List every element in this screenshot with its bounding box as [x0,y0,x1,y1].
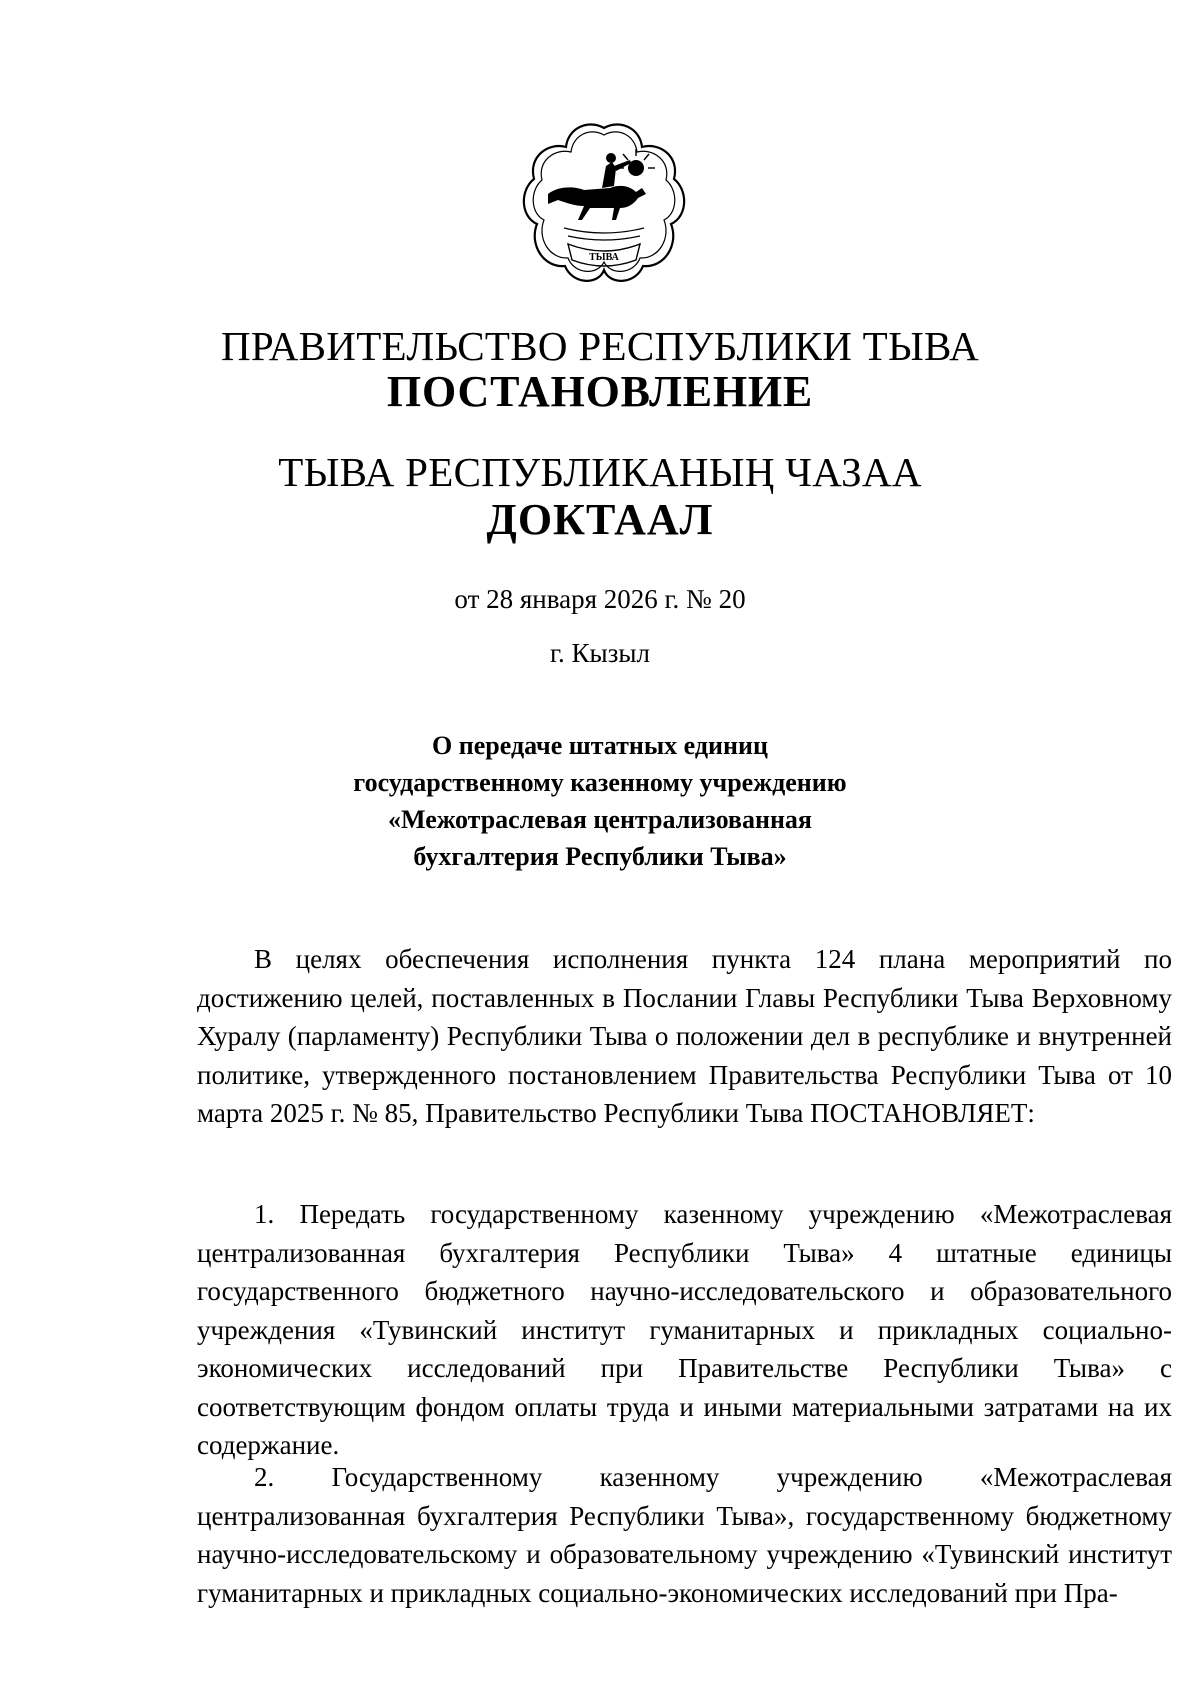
title-line: государственному казенному учреждению [353,768,847,797]
item-1-text: 1. Передать государственному казенному учреждению «Межотраслевая централизованная бухгалтерия Республики Тыва» 4 штатные единицы государственного бюджетного научно-исследовательского и образовательного учреждения «Тувинский институт гуманитарных и прикладных социально-экономических исследований при Правительстве Республики Тыва» с соответствующим фондом оплаты труда и иными материальными затратами на их содержание. [197,1199,1172,1460]
document-city: г. Кызыл [550,638,650,668]
document-title [0,727,1200,875]
title-line: бухгалтерия Республики Тыва» [413,842,787,871]
preamble-text: В целях обеспечения исполнения пункта 124 плана мероприятий по достижению целей, поставленных в Послании Главы Республики Тыва Верховному Хуралу (парламенту) Республики Тыва о положении дел в республике и внутренней политике, утвержденного постановлением Правительства Республики Тыва от 10 марта 2025 г. № 85, Правительство Республики Тыва ПОСТАНОВЛЯЕТ: [197,944,1172,1128]
government-name-tuvan: ТЫВА РЕСПУБЛИКАНЫҢ ЧАЗАА [278,449,922,495]
document-date-number: от 28 января 2026 г. № 20 [454,584,746,614]
title-line: «Межотраслевая централизованная [388,805,812,834]
government-name: ПРАВИТЕЛЬСТВО РЕСПУБЛИКИ ТЫВА [220,323,980,369]
title-line: О передаче штатных единиц [432,731,768,760]
preamble-paragraph [197,940,1172,1133]
item-1-paragraph [197,1195,1172,1465]
coat-of-arms-emblem [518,116,690,288]
document-type-tuvan: ДОКТААЛ [486,495,714,544]
item-2-text: 2. Государственному казенному учреждению «Межотраслевая централизованная бухгалтерия Республики Тыва», государственному бюджетному научно-исследовательскому и образовательному учреждению «Тувинский институт гуманитарных и прикладных социально-экономических исследований при Пра- [197,1462,1172,1608]
sun-icon [617,149,655,176]
decor-lines [564,228,644,240]
item-2-paragraph [197,1458,1172,1612]
emblem-label: ТЫВА [589,252,619,263]
document-type: ПОСТАНОВЛЕНИЕ [386,367,814,416]
